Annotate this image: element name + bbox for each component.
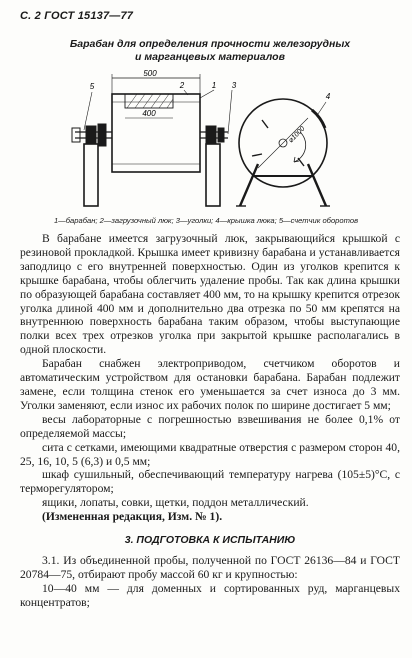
paragraph-5: шкаф сушильный, обеспечивающий температуру нагрева (105±5)°С, с терморегулятором;: [20, 468, 400, 496]
paragraph-2: Барабан снабжен электроприводом, счетчиком оборотов и автоматическим устройством для остановки барабана. Барабан подлежит замене, если толщина стенок его уменьшается за счет износа до 3 мм. Уголки заменяют, если износ их рабочих полок по ширине достигает 5 мм;: [20, 357, 400, 412]
figure-title-line-1: Барабан для определения прочности железорудных: [69, 38, 351, 50]
callout-2: 2: [179, 81, 185, 90]
callout-1: 1: [211, 81, 217, 90]
paragraph-6: ящики, лопаты, совки, щетки, поддон металлический.: [42, 496, 309, 510]
paragraph-1: В барабане имеется загрузочный люк, закрывающийся крышкой с резиновой прокладкой. Крышка имеет кривизну барабана и устанавливается заподлицо с его внутренней поверхностью. Один из уголков крепится к крышке барабана, чтобы облегчить удаление пробы. Так как длина крышки по образующей барабана составляет 400 мм, то на крышку крепится отрезок уголка длиной 400 мм и дополнительно два отрезка по 50 мм крепятся на внутреннюю поверхность барабана таким образом, чтобы выступающие полки всех трех отрезков уголка при закрытой крышке располагались в одной плоскости.: [20, 232, 400, 357]
callout-3: 3: [231, 81, 237, 90]
section-title: 3. ПОДГОТОВКА К ИСПЫТАНИЮ: [124, 534, 296, 547]
paragraph-4: сита с сетками, имеющими квадратные отверстия с размером сторон 40, 25, 16, 10, 5 (6,3) и 0,5 мм;: [20, 440, 400, 468]
paragraph-8: 3.1. Из объединенной пробы, полученной по ГОСТ 26136—84 и ГОСТ 20784—75, отбирают пробу массой 60 кг и крупностью:: [20, 553, 400, 581]
body-text: [20, 232, 400, 610]
page-header: С. 2 ГОСТ 15137—77: [20, 10, 134, 22]
amendment-note: (Измененная редакция, Изм. № 1).: [42, 510, 223, 524]
dim-label-500: 500: [143, 69, 157, 78]
left-stand: [84, 144, 98, 206]
callout-4: 4: [325, 92, 331, 101]
callout-5: 5: [89, 82, 95, 91]
paragraph-3: весы лабораторные с погрешностью взвешивания не более 0,1% от определяемой массы;: [20, 412, 400, 440]
dim-label-400: 400: [142, 109, 156, 118]
figure-title: [60, 38, 360, 64]
dim-label-diameter: ⌀1000: [287, 125, 307, 145]
paragraph-9: 10—40 мм — для доменных и сортированных руд, марганцевых концентратов;: [20, 581, 400, 609]
figure-caption: 1—барабан; 2—загрузочный люк; 3—уголки; 4—крышка люка; 5—счетчик оборотов: [53, 216, 359, 225]
right-stand: [206, 144, 220, 206]
drum-drawing: [0, 68, 412, 213]
figure-title-line-2: и марганцевых материалов: [135, 51, 285, 63]
